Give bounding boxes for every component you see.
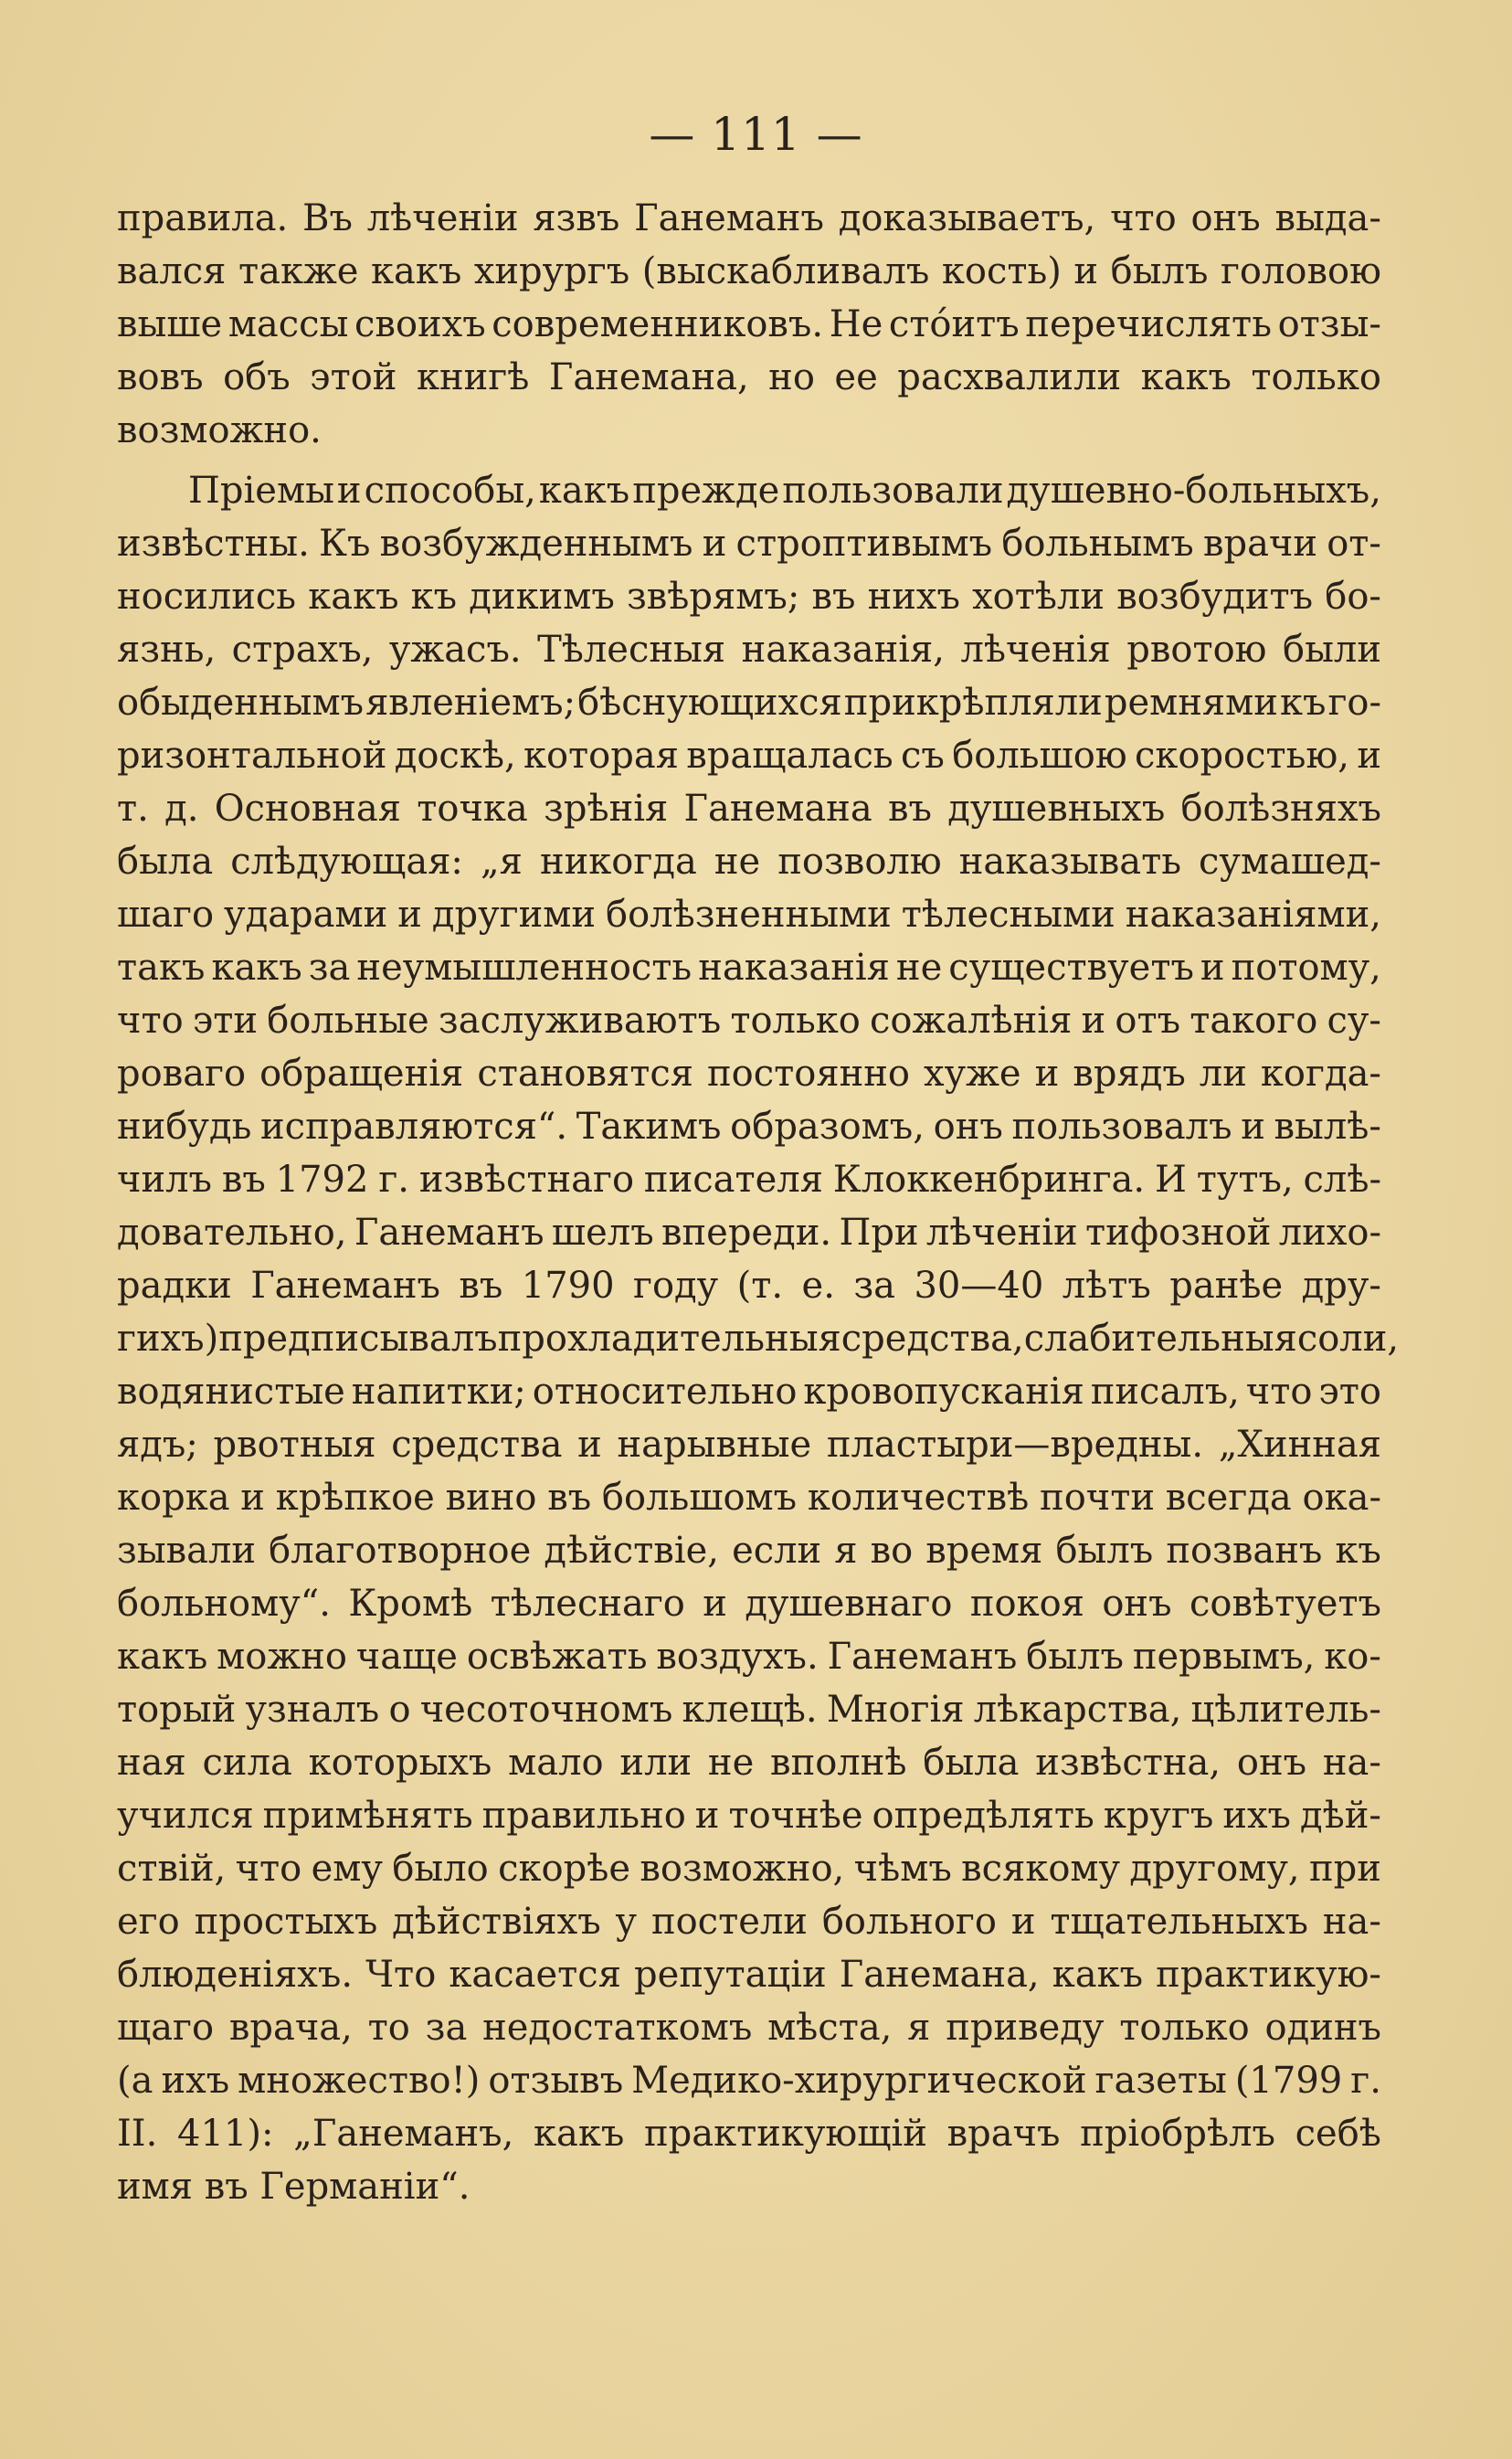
text-line: блюденіяхъ. Что касается репутаціи Ганемана, какъ практикую- xyxy=(117,1954,1381,1996)
text-line: имя въ Германіи“. xyxy=(117,2166,471,2208)
text-line: радки Ганеманъ въ 1790 году (т. е. за 30—40 лѣтъ ранѣе дру- xyxy=(117,1265,1381,1307)
text-line: торый узналъ о чесоточномъ клещѣ. Многія лѣкарства, цѣлитель- xyxy=(117,1689,1381,1731)
text-line: вался также какъ хирургъ (выскабливалъ кость) и былъ головою xyxy=(117,250,1381,292)
text-line: водянистые напитки; относительно кровопусканія писалъ, что это xyxy=(117,1371,1381,1413)
text-line: ризонтальной доскѣ, которая вращалась съ большою скоростью, и xyxy=(117,735,1381,777)
text-line: роваго обращенія становятся постоянно хуже и врядъ ли когда- xyxy=(117,1053,1381,1095)
text-line: такъ какъ за неумышленность наказанія не существуетъ и потому, xyxy=(117,947,1381,989)
body-text xyxy=(117,192,1400,2213)
text-line: ядъ; рвотныя средства и нарывные пластыри—вредны. „Хинная xyxy=(117,1424,1381,1466)
text-line: вовъ объ этой книгѣ Ганемана, но ее расхвалили какъ только xyxy=(117,356,1381,398)
text-line: Пріемы и способы, какъ прежде пользовали душевно-больныхъ, xyxy=(188,470,1381,512)
text-line: язнь, страхъ, ужасъ. Тѣлесныя наказанія, лѣченія рвотою были xyxy=(117,629,1381,671)
text-line: извѣстны. Къ возбужденнымъ и строптивымъ больнымъ врачи от- xyxy=(117,523,1381,565)
text-line: носились какъ къ дикимъ звѣрямъ; въ нихъ хотѣли возбудитъ бо- xyxy=(117,576,1381,618)
text-line: чилъ въ 1792 г. извѣстнаго писателя Клоккенбринга. И тутъ, слѣ- xyxy=(117,1159,1381,1201)
text-line: какъ можно чаще освѣжать воздухъ. Ганеманъ былъ первымъ, ко- xyxy=(117,1636,1381,1678)
text-line: ная сила которыхъ мало или не вполнѣ была извѣстна, онъ на- xyxy=(117,1742,1381,1784)
page-number: — 111 — xyxy=(649,108,863,161)
paragraph-gap xyxy=(117,457,1381,464)
text-line: шаго ударами и другими болѣзненными тѣлесными наказаніями, xyxy=(117,894,1381,936)
text-line: возможно. xyxy=(117,409,322,451)
text-line: нибудь исправляются“. Такимъ образомъ, онъ пользовалъ и вылѣ- xyxy=(117,1106,1381,1148)
text-line: ствій, что ему было скорѣе возможно, чѣмъ всякому другому, при xyxy=(117,1848,1381,1890)
text-line: щаго врача, то за недостаткомъ мѣста, я приведу только одинъ xyxy=(117,2007,1381,2049)
text-line: зывали благотворное дѣйствіе, если я во время былъ позванъ къ xyxy=(117,1530,1381,1572)
text-line: (а ихъ множество!) отзывъ Медико-хирургической газеты (1799 г. xyxy=(117,2060,1381,2102)
text-line: обыденнымъ явленіемъ; бѣснующихся прикрѣпляли ремнями къ го- xyxy=(117,682,1381,724)
text-line: была слѣдующая: „я никогда не позволю наказывать сумашед- xyxy=(117,841,1381,883)
text-line: больному“. Кромѣ тѣлеснаго и душевнаго покоя онъ совѣтуетъ xyxy=(117,1583,1381,1625)
text-line: корка и крѣпкое вино въ большомъ количествѣ почти всегда ока- xyxy=(117,1477,1381,1519)
text-line: т. д. Основная точка зрѣнія Ганемана въ душевныхъ болѣзняхъ xyxy=(117,788,1381,830)
text-line: что эти больные заслуживаютъ только сожалѣнія и отъ такого су- xyxy=(117,1000,1381,1042)
text-line: гихъ) предписывалъ прохладительныя средства, слабительныя соли, xyxy=(117,1318,1400,1360)
text-line: II. 411): „Ганеманъ, какъ практикующій врачъ пріобрѣлъ себѣ xyxy=(117,2113,1381,2155)
text-line: правила. Въ лѣченіи язвъ Ганеманъ доказываетъ, что онъ выда- xyxy=(117,197,1381,239)
text-line: учился примѣнять правильно и точнѣе опредѣлять кругъ ихъ дѣй- xyxy=(117,1795,1381,1837)
text-line: довательно, Ганеманъ шелъ впереди. При лѣченіи тифозной лихо- xyxy=(117,1212,1381,1254)
text-line: его простыхъ дѣйствіяхъ у постели больного и тщательныхъ на- xyxy=(117,1901,1381,1943)
text-line: выше массы своихъ современниковъ. Не стóитъ перечислять отзы- xyxy=(117,303,1381,345)
